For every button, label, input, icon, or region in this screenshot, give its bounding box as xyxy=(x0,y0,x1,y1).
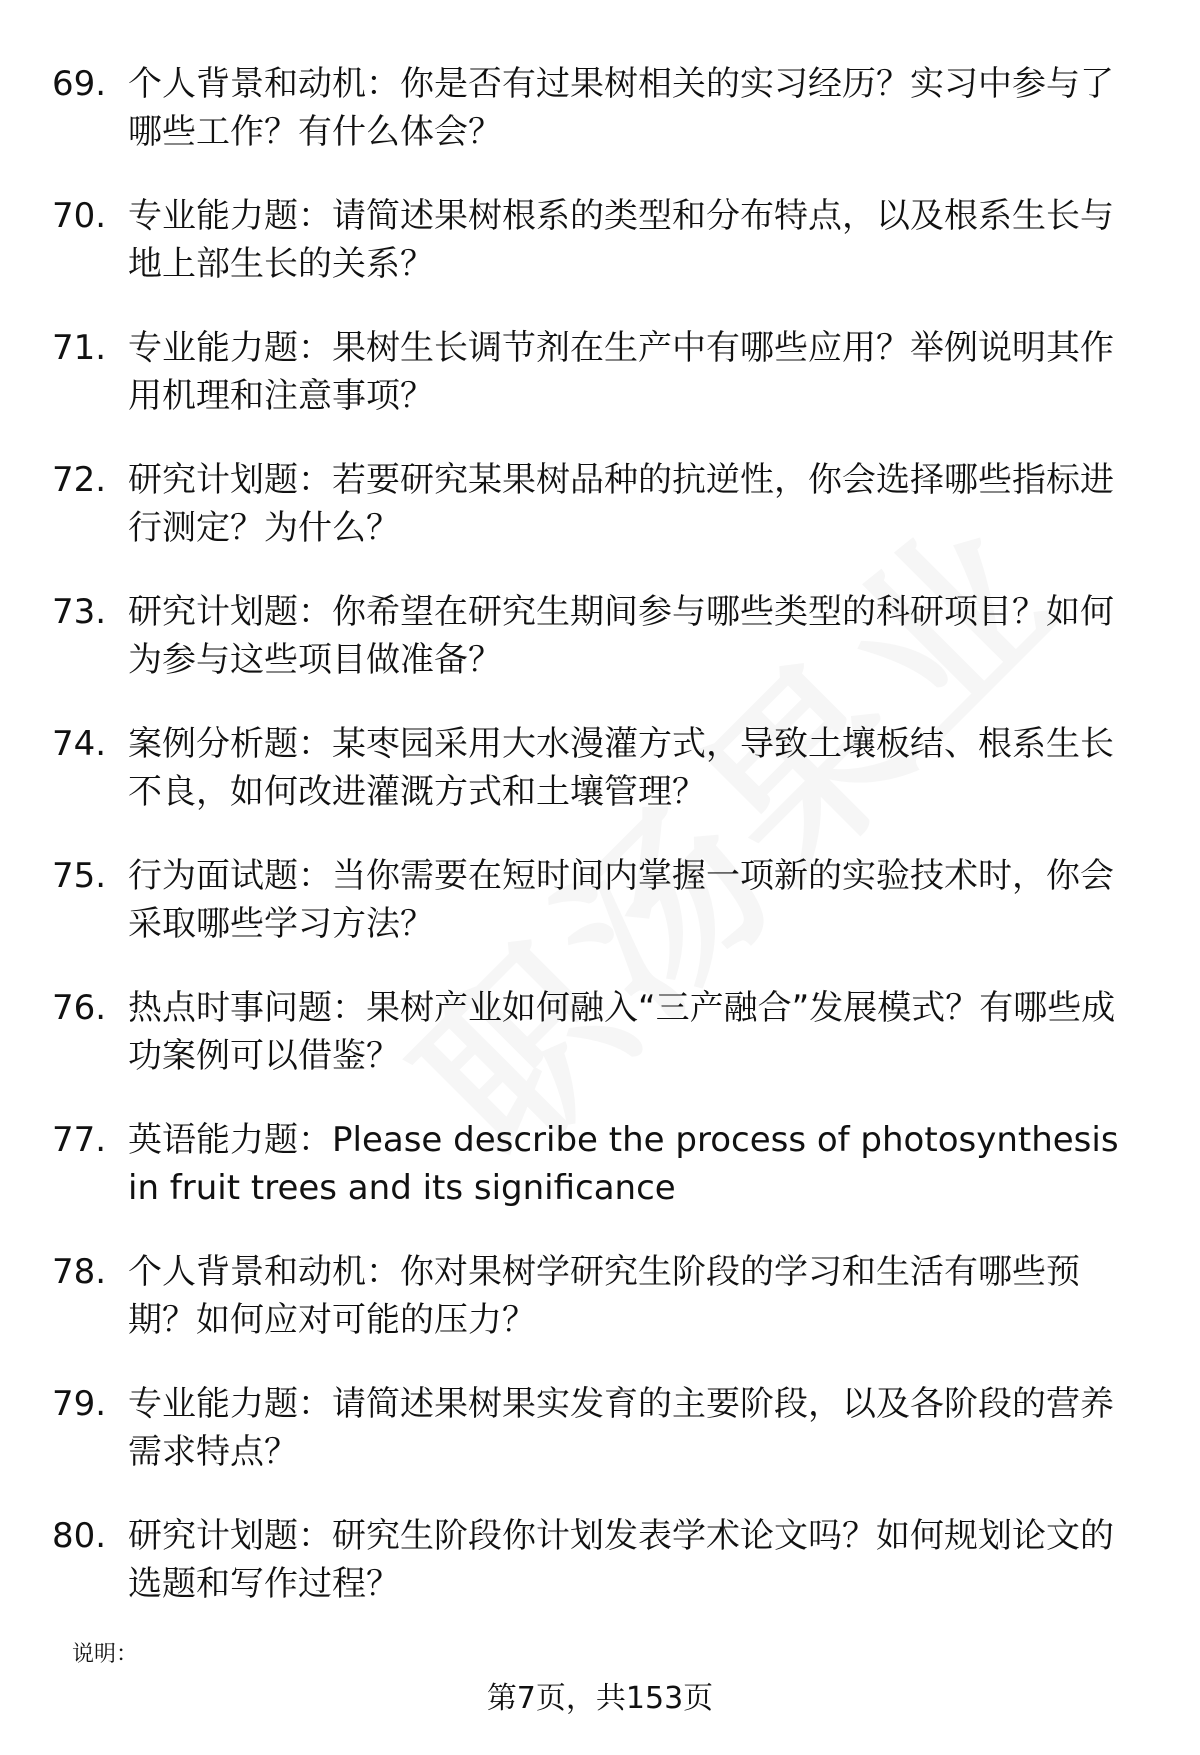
question-number: 76. xyxy=(52,988,107,1028)
page-footer: 第7页，共153页 xyxy=(486,1681,714,1716)
question-text: 专业能力题：请简述果树果实发育的主要阶段，以及各阶段的营养需求特点？ xyxy=(128,1384,1114,1472)
question-number: 80. xyxy=(52,1516,107,1556)
question-item xyxy=(52,588,1152,720)
question-number: 71. xyxy=(52,328,107,368)
question-item xyxy=(52,60,1152,192)
question-number: 77. xyxy=(52,1120,107,1160)
question-text: 个人背景和动机：你对果树学研究生阶段的学习和生活有哪些预期？如何应对可能的压力？ xyxy=(128,1252,1080,1340)
question-number: 73. xyxy=(52,592,107,632)
question-item xyxy=(52,1116,1152,1248)
question-number: 69. xyxy=(52,64,107,104)
question-number: 79. xyxy=(52,1384,107,1424)
question-text: 研究计划题：研究生阶段你计划发表学术论文吗？如何规划论文的选题和写作过程？ xyxy=(128,1516,1114,1604)
question-item xyxy=(52,720,1152,852)
question-text: 行为面试题：当你需要在短时间内掌握一项新的实验技术时，你会采取哪些学习方法？ xyxy=(128,856,1114,944)
question-text: 个人背景和动机：你是否有过果树相关的实习经历？实习中参与了哪些工作？有什么体会？ xyxy=(128,64,1114,152)
question-text: 热点时事问题：果树产业如何融入“三产融合”发展模式？有哪些成功案例可以借鉴？ xyxy=(128,988,1116,1076)
question-item xyxy=(52,1512,1152,1644)
note-label: 说明： xyxy=(72,1642,139,1667)
question-list xyxy=(52,60,1152,1644)
question-text: 专业能力题：果树生长调节剂在生产中有哪些应用？举例说明其作用机理和注意事项？ xyxy=(128,328,1114,416)
question-number: 74. xyxy=(52,724,107,764)
question-text: 案例分析题：某枣园采用大水漫灌方式，导致土壤板结、根系生长不良，如何改进灌溉方式和土壤管理？ xyxy=(128,724,1114,812)
question-number: 72. xyxy=(52,460,107,500)
question-text: 研究计划题：你希望在研究生期间参与哪些类型的科研项目？如何为参与这些项目做准备？ xyxy=(128,592,1114,680)
question-text: 专业能力题：请简述果树根系的类型和分布特点，以及根系生长与地上部生长的关系？ xyxy=(128,196,1114,284)
question-text: 英语能力题：Please describe the process of photosynthesis in fruit trees and its significance xyxy=(128,1120,1119,1208)
question-item xyxy=(52,456,1152,588)
question-item xyxy=(52,324,1152,456)
question-item xyxy=(52,1248,1152,1380)
question-number: 70. xyxy=(52,196,107,236)
question-item xyxy=(52,852,1152,984)
question-number: 78. xyxy=(52,1252,107,1292)
question-item xyxy=(52,984,1152,1116)
question-item xyxy=(52,1380,1152,1512)
question-number: 75. xyxy=(52,856,107,896)
question-text: 研究计划题：若要研究某果树品种的抗逆性，你会选择哪些指标进行测定？为什么？ xyxy=(128,460,1114,548)
question-item xyxy=(52,192,1152,324)
